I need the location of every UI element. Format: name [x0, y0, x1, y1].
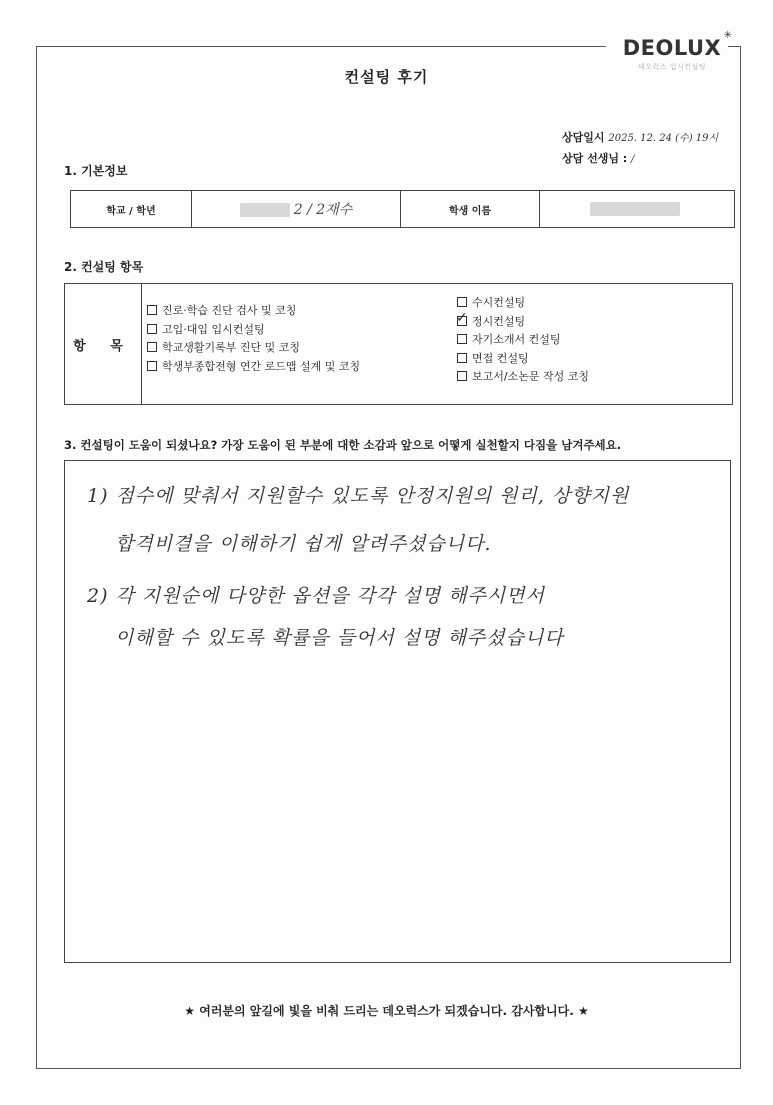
teacher-value: /: [631, 154, 635, 165]
logo-subtitle: 데오럭스 입시컨설팅: [637, 63, 707, 71]
section-items-heading: 2. 컨설팅 항목: [64, 260, 144, 274]
sparkle-icon: ✳: [723, 30, 732, 41]
section-basic-info-heading: 1. 기본정보: [64, 164, 128, 178]
handwritten-line: 합격비결을 이해하기 쉽게 알려주셨습니다.: [115, 533, 492, 555]
checkbox[interactable]: [147, 361, 157, 371]
checkbox-checked[interactable]: [456, 309, 468, 326]
item-label: 정시컨설팅: [472, 314, 526, 328]
basic-info-table: [70, 190, 735, 228]
date-label: 상담일시: [562, 131, 605, 144]
name-value-cell: [540, 191, 735, 228]
item-row: [457, 294, 589, 313]
teacher-label: 상담 선생님 :: [562, 152, 628, 165]
items-label: 항 목: [65, 284, 142, 404]
item-label: 보고서/소논문 작성 코칭: [472, 370, 589, 383]
redacted-school: [240, 203, 290, 217]
item-row: [147, 321, 360, 340]
logo-text: DEOLUX: [622, 36, 722, 60]
item-label: 학교생활기록부 진단 및 코칭: [162, 341, 301, 354]
item-row: [147, 302, 360, 321]
page-title: 컨설팅 후기: [344, 68, 429, 86]
checkmark-icon: ✓: [456, 309, 468, 326]
item-label: 자기소개서 컨설팅: [472, 333, 561, 346]
items-left-column: [147, 302, 360, 376]
checkbox[interactable]: [457, 297, 467, 307]
consulting-items-box: [64, 283, 733, 405]
footer-message: ★ 여러분의 앞길에 빛을 비춰 드리는 데오럭스가 되겠습니다. 감사합니다. ★: [184, 1004, 589, 1018]
section-feedback-heading: 3. 컨설팅이 도움이 되셨나요? 가장 도움이 된 부분에 대한 소감과 앞으로 어떻게 실천할지 다짐을 남겨주세요.: [64, 438, 622, 452]
checkbox[interactable]: [457, 353, 467, 363]
checkbox[interactable]: [147, 342, 157, 352]
handwritten-line: 1) 점수에 맞춰서 지원할수 있도록 안정지원의 원리, 상향지원: [87, 485, 630, 507]
item-row: [147, 339, 360, 358]
item-row: [457, 331, 589, 350]
item-label: 진로·학습 진단 검사 및 코칭: [162, 304, 297, 317]
redacted-name: [590, 202, 680, 216]
consultation-meta: [562, 128, 718, 170]
item-label: 학생부종합전형 연간 로드맵 설계 및 코칭: [162, 359, 361, 373]
item-row: [457, 350, 589, 369]
school-value: 2 / 2재수: [293, 202, 353, 218]
school-value-cell: [192, 191, 401, 228]
item-label: 고입·대입 입시컨설팅: [162, 322, 265, 336]
item-label: 수시컨설팅: [472, 296, 526, 309]
feedback-answer-box[interactable]: [64, 460, 731, 963]
checkbox[interactable]: [457, 371, 467, 381]
item-label: 면접 컨설팅: [472, 351, 529, 365]
date-value: 2025. 12. 24 (수) 19시: [608, 133, 719, 144]
items-right-column: [457, 294, 589, 387]
handwritten-line: 이해할 수 있도록 확률을 들어서 설명 해주셨습니다: [115, 627, 564, 649]
handwritten-line: 2) 각 지원순에 다양한 옵션을 각각 설명 해주시면서: [87, 585, 545, 607]
school-label: 학교 / 학년: [71, 191, 192, 228]
item-row: [456, 309, 589, 332]
name-label: 학생 이름: [401, 191, 540, 228]
checkbox[interactable]: [147, 305, 157, 315]
checkbox[interactable]: [457, 334, 467, 344]
item-row: [147, 358, 360, 377]
checkbox[interactable]: [147, 324, 157, 334]
item-row: [457, 368, 589, 387]
